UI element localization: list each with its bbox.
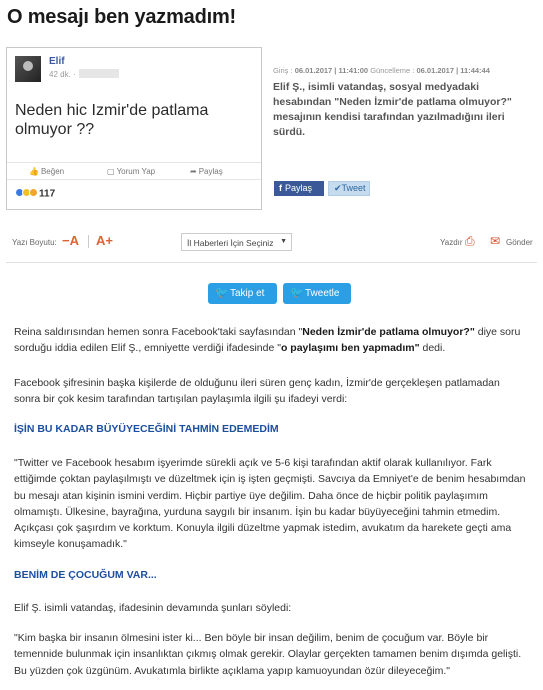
facebook-post-image <box>6 47 262 210</box>
print-icon[interactable]: ⎙ <box>465 234 475 248</box>
twitter-tweet-button[interactable]: 🐦 Tweetle <box>283 283 351 304</box>
reaction-count: 117 <box>39 188 56 200</box>
article-toolbar <box>0 232 543 252</box>
paragraph-quote-1: "Twitter ve Facebook hesabım işyerimde sürekli açık ve 5-6 kişi tarafından aktif olarak kullanılıyor. Fark ettiğimde çoktan paylaşılmıştı ve düzeltmek için iş işten geçmişti. Savcıya da Emniyet'e de benim hesabımdan bu mesajı atan kişinin ismini verdim. Hiçbir partiye üye değilim. Daha önce de hiçbir politik paylaşımım olmamıştı. Ülkesine, bayrağına, yurduna saygılı bir insanım. İşin bu kadar büyüyeceğini tahmin etmedim. Açıkçası çok şaşırdım ve korktum. Konuyla ilgili düzeltme yapmak istedim, avukatım da harekete geçti ama kimseyle konuşamadık." <box>14 457 526 551</box>
decrease-font-button[interactable]: −A <box>62 233 79 248</box>
article-summary: Elif Ş., isimli vatandaş, sosyal medyadaki hesabından "Neden İzmir'de patlama olmuyor?" mesajının kendisi tarafından yazılmadığını ileri sürdü. <box>273 81 512 138</box>
chevron-down-icon: ▼ <box>280 238 287 245</box>
subheading-2: BENİM DE ÇOCUĞUM VAR... <box>14 569 157 581</box>
mail-icon[interactable]: ✉ <box>490 234 501 248</box>
paragraph-context: Facebook şifresinin başka kişilerde de olduğunu ileri süren genç kadın, İzmir'de gerçekleşen patlamadan sonra bir çok kesim tarafından tartışılan paylaşımla ilgili şu ifadeyi verdi: <box>14 377 500 406</box>
increase-font-button[interactable]: A+ <box>96 233 113 248</box>
twitter-bird-icon: 🐦 <box>290 287 304 299</box>
fb-like: 👍 Beğen <box>29 167 65 176</box>
reaction-icons <box>15 188 36 200</box>
fb-comment: ▢ Yorum Yap <box>107 167 156 176</box>
subheading-1: İŞİN BU KADAR BÜYÜYECEĞİNİ TAHMİN EDEMEDİM <box>14 423 279 435</box>
article-dates: Giriş : 06.01.2017 | 11:41:00 Güncelleme : 06.01.2017 | 11:44:44 <box>273 66 490 75</box>
page-title: O mesajı ben yazmadım! <box>7 6 237 28</box>
divider <box>6 262 537 263</box>
send-label[interactable]: Gönder <box>506 238 533 247</box>
paragraph-transition: Elif Ş. isimli vatandaş, ifadesinin devamında şunları söyledi: <box>14 602 292 614</box>
paragraph-quote-2: "Kim başka bir insanın ölmesini ister ki... Ben böyle bir insan değilim, benim de çocuğum var. Böyle bir temennide bulunmak için insanlıktan çıkmış olmak gerekir. Olaylar gerçekten tamamen benim dışımda gelişti. Bu yüzden çok üzgünüm. Avukatımla birlikte açıklama yapıp kamuoyundan özür dileyeceğim." <box>14 632 522 677</box>
avatar <box>15 56 41 82</box>
comment-icon: ▢ <box>107 167 115 176</box>
facebook-share-button[interactable]: f Paylaş <box>274 181 324 196</box>
fb-post-author: Elif <box>49 56 65 67</box>
font-size-label: Yazı Boyutu: <box>12 238 57 247</box>
paragraph-intro: Reina saldırısından hemen sonra Facebook'taki sayfasından "Neden İzmir'de patlama olmuyor?" diye soru sorduğu iddia edilen Elif Ş., emniyette verdiği ifadesinde "o paylaşımı ben yapmadım" dedi. <box>14 326 521 355</box>
fb-post-time: 42 dk. · <box>49 70 76 79</box>
fb-reactions <box>15 188 55 200</box>
divider <box>88 235 89 248</box>
print-label[interactable]: Yazdır <box>440 238 463 247</box>
twitter-share-button[interactable]: ✔Tweet <box>328 181 370 196</box>
thumbs-up-icon: 👍 <box>29 167 39 176</box>
fb-action-bar <box>7 162 261 180</box>
blurred-detail <box>79 69 119 78</box>
twitter-follow-button[interactable]: 🐦 Takip et <box>208 283 277 304</box>
facebook-icon: f <box>279 183 282 193</box>
fb-share: ➦ Paylaş <box>190 167 223 176</box>
twitter-bird-icon: 🐦 <box>215 287 229 299</box>
city-news-select[interactable]: İl Haberleri İçin Seçiniz ▼ <box>181 233 292 251</box>
twitter-bird-icon: ✔ <box>334 183 342 193</box>
fb-post-text: Neden hic Izmir'de patlama olmuyor ?? <box>15 102 209 138</box>
share-arrow-icon: ➦ <box>190 167 197 176</box>
